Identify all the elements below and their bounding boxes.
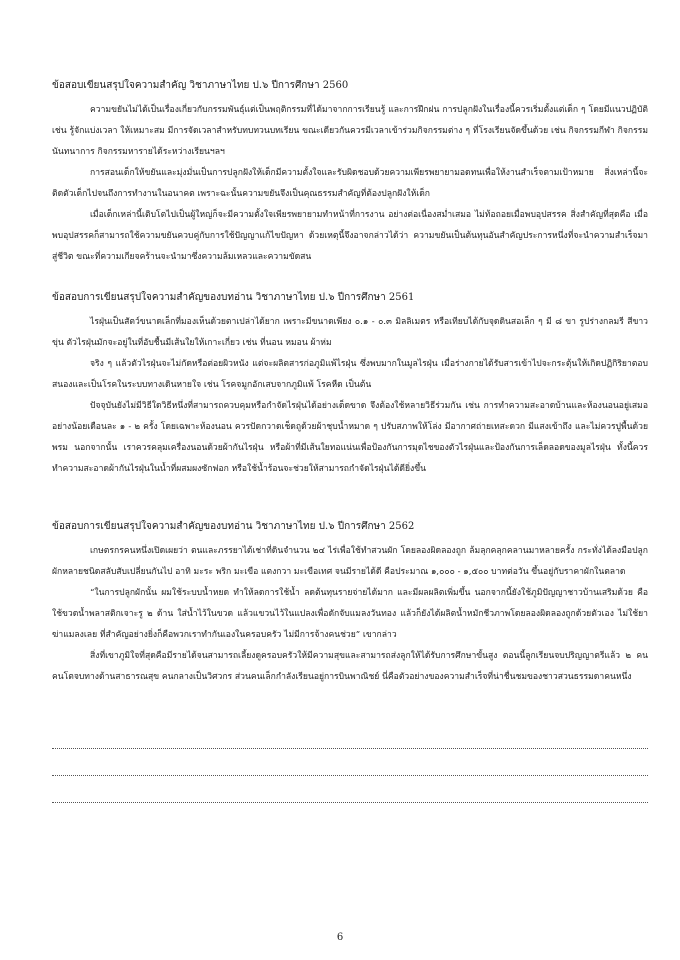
section-2561 [52, 291, 648, 480]
paragraph: การสอนเด็กให้ขยันและมุ่งมั่นเป็นการปลูกฝังให้เด็กมีความตั้งใจและรับผิดชอบด้วยความเพียรพยายามอดทนเพื่อให้งานสำเร็จตามเป้าหมาย สิ่งเหล่านี้จะติดตัวเด็กไปจนถึงการทำงานในอนาคต เพราะฉะนั้นความขยันจึงเป็นคุณธรรมสำคัญที่ต้องปลูกฝังให้เด็ก [52, 168, 648, 199]
answer-line [52, 722, 648, 749]
section-2562 [52, 520, 648, 688]
section-heading: ข้อสอบเขียนสรุปใจความสำคัญ วิชาภาษาไทย ป.๖ ปีการศึกษา 2560 [52, 80, 349, 91]
quote-paragraph: “ในการปลูกผักนั้น ผมใช้ระบบน้ำหยด ทำให้ลดการใช้น้ำ ลดต้นทุนรายจ่ายได้มาก และมีผลผลิตเพิ่มขึ้น นอกจากนี้ยังใช้ภูมิปัญญาชาวบ้านเสริมด้วย คือใช้ขวดน้ำพลาสติกเจาะรู ๒ ด้าน ใส่น้ำไว้ในขวด แล้วแขวนไว้ในแปลงเพื่อดักจับแมลงวันทอง แล้วก็ยังได้ผลิตน้ำหมักชีวภาพโดยลองผิดลองถูกด้วยตัวเอง ไม่ใช้ยาฆ่าแมลงเลย ที่สำคัญอย่างยิ่งก็คือพวกเราทำกันเองในครอบครัว ไม่มีการจ้างคนช่วย” เขากล่าว [52, 588, 648, 640]
paragraph: จริง ๆ แล้วตัวไรฝุ่นจะไม่กัดหรือต่อยผิวหนัง แต่จะผลิตสารก่อภูมิแพ้ไรฝุ่น ซึ่งพบมากในมูลไรฝุ่น เมื่อร่างกายได้รับสารเข้าไปจะกระตุ้นให้เกิดปฏิกิริยาตอบสนองและเป็นโรคในระบบทางเดินหายใจ เช่น โรคจมูกอักเสบจากภูมิแพ้ โรคหืด เป็นต้น [52, 359, 648, 390]
answer-lines [52, 722, 648, 803]
page-number: 6 [336, 932, 344, 943]
answer-line [52, 749, 648, 776]
answer-line [52, 776, 648, 803]
section-heading: ข้อสอบการเขียนสรุปใจความสำคัญของบทอ่าน วิชาภาษาไทย ป.๖ ปีการศึกษา 2561 [52, 292, 415, 303]
paragraph: เกษตรกรคนหนึ่งเปิดเผยว่า ตนและภรรยาได้เช่าที่ดินจำนวน ๒๔ ไร่เพื่อใช้ทำสวนผัก โดยลองผิดลองถูก ล้มลุกคลุกคลานมาหลายครั้ง กระทั่งได้ลงมือปลูกผักหลายชนิดสลับสับเปลี่ยนกันไป อาทิ มะระ พริก มะเขือ แตงกวา มะเขือเทศ จนมีรายได้ดี คือประมาณ ๑,๐๐๐ - ๑,๕๐๐ บาทต่อวัน ขึ้นอยู่กับราคาผักในตลาด [52, 546, 648, 577]
paragraph: ไรฝุ่นเป็นสัตว์ขนาดเล็กที่มองเห็นด้วยตาเปล่าได้ยาก เพราะมีขนาดเพียง ๐.๑ - ๐.๓ มิลลิเมตร หรือเทียบได้กับจุดดินสอเล็ก ๆ มี ๘ ขา รูปร่างกลมรี สีขาวขุ่น ตัวไรฝุ่นมักจะอยู่ในที่อับชื้นมีเส้นใยให้เกาะเกี่ยว เช่น ที่นอน หมอน ผ้าห่ม [52, 317, 648, 348]
paragraph: เมื่อเด็กเหล่านี้เติบโตไปเป็นผู้ใหญ่ก็จะมีความตั้งใจเพียรพยายามทำหน้าที่การงาน อย่างต่อเนื่องสม่ำเสมอ ไม่ท้อถอยเมื่อพบอุปสรรค สิ่งสำคัญที่สุดคือ เมื่อพบอุปสรรคก็สามารถใช้ความขยันควบคู่กับการใช้ปัญญาแก้ไขปัญหา ด้วยเหตุนี้จึงอาจกล่าวได้ว่า ความขยันเป็นต้นทุนอันสำคัญประการหนึ่งที่จะนำความสำเร็จมาสู่ชีวิต ขณะที่ความเกียจคร้านจะนำมาซึ่งความล้มเหลวและความขัดสน [52, 210, 648, 262]
paragraph: ปัจจุบันยังไม่มีวิธีใดวิธีหนึ่งที่สามารถควบคุมหรือกำจัดไรฝุ่นได้อย่างเด็ดขาด จึงต้องใช้หลายวิธีร่วมกัน เช่น การทำความสะอาดบ้านและห้องนอนอยู่เสมอ อย่างน้อยเดือนละ ๑ - ๒ ครั้ง โดยเฉพาะห้องนอน ควรปัดกวาดเช็ดถูด้วยผ้าชุบน้ำหมาด ๆ ปรับสภาพให้โล่ง มีอากาศถ่ายเทสะดวก มีแสงเข้าถึง และไม่ควรปูพื้นด้วยพรม นอกจากนั้น เราควรคลุมเครื่องนอนด้วยผ้ากันไรฝุ่น หรือผ้าที่มีเส้นใยทอแน่นเพื่อป้องกันการมุดไชของตัวไรฝุ่นและป้องกันการเล็ดลอดของมูลไรฝุ่น ทั้งนี้ควรทำความสะอาดผ้ากันไรฝุ่นในน้ำที่ผสมผงซักฟอก หรือใช้น้ำร้อนจะช่วยให้สามารถกำจัดไรฝุ่นได้ดียิ่งขึ้น [52, 401, 648, 474]
paragraph: สิ่งที่เขาภูมิใจที่สุดคือมีรายได้จนสามารถเลี้ยงดูครอบครัวให้มีความสุขและสามารถส่งลูกให้ได้รับการศึกษาขั้นสูง ตอนนี้ลูกเรียนจบปริญญาตรีแล้ว ๒ คน คนโตจบทางด้านสาธารณสุข คนกลางเป็นวิศวกร ส่วนคนเล็กกำลังเรียนอยู่การบินพาณิชย์ นี่คือตัวอย่างของความสำเร็จที่น่าชื่นชมของชาวสวนธรรมดาคนหนึ่ง [52, 651, 648, 682]
section-heading: ข้อสอบการเขียนสรุปใจความสำคัญของบทอ่าน วิชาภาษาไทย ป.๖ ปีการศึกษา 2562 [52, 521, 415, 532]
section-2560 [52, 79, 648, 268]
paragraph: ความขยันไม่ได้เป็นเรื่องเกี่ยวกับกรรมพันธุ์แต่เป็นพฤติกรรมที่ได้มาจากการเรียนรู้ และการฝึกฝน การปลูกฝังในเรื่องนี้ควรเริ่มตั้งแต่เด็ก ๆ โดยมีแนวปฏิบัติ เช่น รู้จักแบ่งเวลา ให้เหมาะสม มีการจัดเวลาสำหรับทบทวนบทเรียน ขณะเดียวกันควรมีเวลาเข้าร่วมกิจกรรมต่าง ๆ ที่โรงเรียนจัดขึ้นด้วย เช่น กิจกรรมกีฬา กิจกรรมนันทนาการ กิจกรรมหารายได้ระหว่างเรียนฯลฯ [52, 105, 648, 157]
